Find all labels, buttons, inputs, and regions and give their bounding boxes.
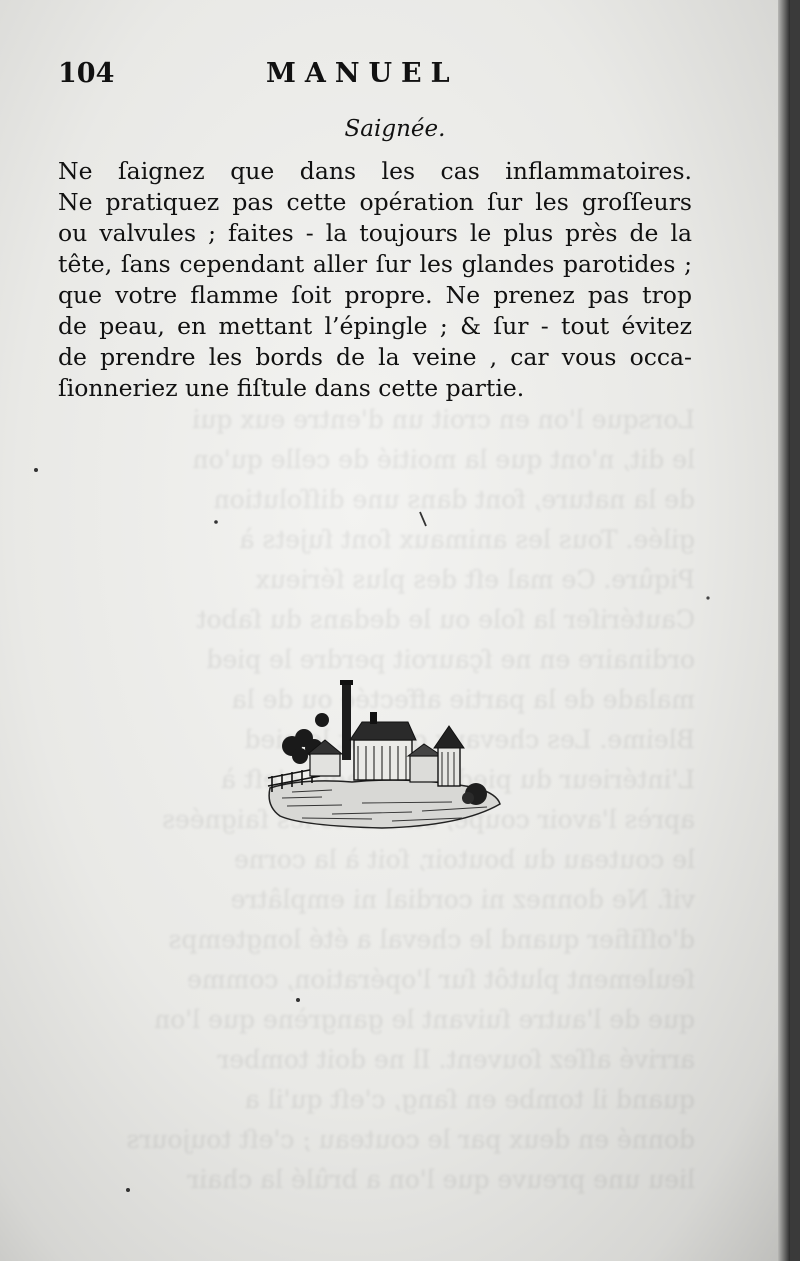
text-line: tête, ſans cependant aller ſur les glandes parotides ; (58, 250, 692, 278)
text-line: Ne pratiquez pas cette opération ſur les groſſeurs (58, 188, 692, 216)
text-line: de peau, en mettant l’épingle ; & ſur - tout évitez (58, 312, 692, 340)
bleed-through-texture: Lorsque l'on en croit un d'entre eux qui le dit, n'ont que la moitié de celle qu'on de la nature, font dans une diſſolution gilée. Tous les animaux ſont ſujets à Piqûre. Ce mal eſt des plus ſérieux Cautériſer la ſole ou le dedans du ſabot ordinaire en ne ſçauroit perdre le pied malade de la partie affectée ou de la Bleime. Les chevaux qui ont le pied L'intérieur du pied c'eſt à après l'avoir coupé, ſaignées le couteau du boutoir, ſoit à la corne vif. Ne donnez ni cordial ni emplâtre d'oſſifier quand le cheval a été longtemps ſeulement plutôt ſur l'opération, comme que de l'autre ſuivant le gangrène que l'on arrivé aſſez ſouvent. Il ne doit tomber quand il tombe en ſang, c'eſt qu'il a donné en deux par le couteau ; c'eſt toujours lieu une preuve que l'on a brûlé la chair (126, 405, 695, 1194)
running-head: MANUEL (266, 58, 459, 89)
page-number: 104 (58, 58, 115, 89)
text-line: que votre flamme ſoit propre. Ne prenez pas trop (58, 281, 692, 309)
paragraph (58, 156, 692, 404)
text-line: Ne ſaignez que dans les cas inflammatoires. (58, 157, 692, 185)
section-title: Saignée. (344, 116, 446, 142)
text-line: ou valvules ; faites - la toujours le plus près de la (58, 219, 692, 247)
text-line: de prendre les bords de la veine , car vous occa- (58, 343, 692, 371)
text-line: ſionneriez une fiſtule dans cette partie. (58, 374, 525, 402)
vignette-castle-landscape-icon (262, 676, 507, 841)
page-edge-shadow (778, 0, 790, 1261)
page-header (58, 58, 698, 98)
